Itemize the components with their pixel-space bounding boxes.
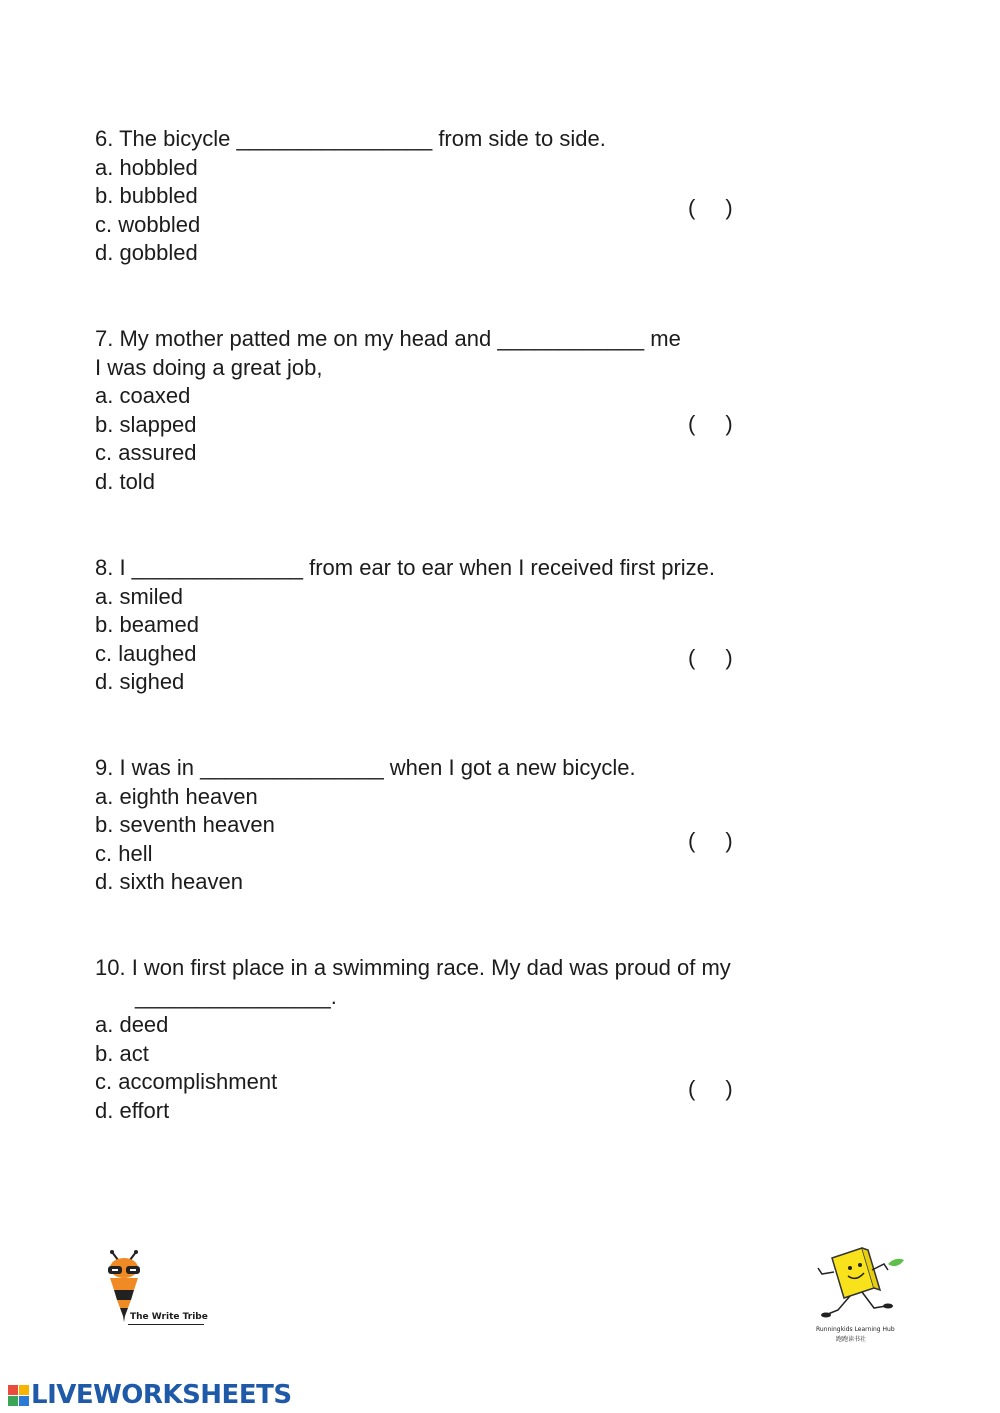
- logo-underline: [128, 1324, 204, 1325]
- write-tribe-logo: [98, 1250, 208, 1330]
- option-b[interactable]: b. act: [95, 1040, 149, 1066]
- liveworksheets-footer: [8, 1380, 292, 1410]
- option-b[interactable]: b. seventh heaven: [95, 812, 275, 838]
- option-c[interactable]: c. accomplishment: [95, 1069, 278, 1095]
- runningkids-logo: [808, 1244, 908, 1344]
- option-c[interactable]: c. assured: [95, 440, 197, 466]
- block-red: [8, 1385, 18, 1395]
- block-yellow: [19, 1385, 29, 1395]
- logo-left-text: The Write Tribe: [130, 1312, 208, 1322]
- paren-close: ): [725, 828, 733, 853]
- option-a[interactable]: a. eighth heaven: [95, 783, 258, 809]
- question-stem-continued: ________________.: [135, 983, 337, 1009]
- option-a[interactable]: a. hobbled: [95, 154, 198, 180]
- option-b[interactable]: b. slapped: [95, 411, 197, 437]
- option-b[interactable]: b. beamed: [95, 612, 199, 638]
- paren-open: (: [688, 411, 696, 436]
- paren-open: (: [688, 645, 696, 670]
- option-b[interactable]: b. bubbled: [95, 183, 198, 209]
- option-d[interactable]: d. gobbled: [95, 240, 198, 266]
- question-stem: 7. My mother patted me on my head and ____________ me: [95, 326, 681, 351]
- paren-close: ): [725, 1076, 733, 1101]
- question-stem: 6. The bicycle ________________ from side to side.: [95, 126, 606, 151]
- option-c[interactable]: c. laughed: [95, 640, 197, 666]
- paren-close: ): [725, 645, 733, 670]
- paren-open: (: [688, 195, 696, 220]
- running-book-icon: [808, 1244, 908, 1326]
- answer-box-10[interactable]: [688, 1076, 733, 1102]
- question-stem: 9. I was in _______________ when I got a new bicycle.: [95, 755, 636, 780]
- block-blue: [19, 1396, 29, 1406]
- answer-box-8[interactable]: [688, 645, 733, 671]
- answer-box-9[interactable]: [688, 828, 733, 854]
- option-c[interactable]: c. hell: [95, 840, 153, 866]
- question-stem: 8. I ______________ from ear to ear when I received first prize.: [95, 555, 716, 580]
- paren-close: ): [725, 411, 733, 436]
- option-a[interactable]: a. smiled: [95, 583, 184, 609]
- paren-open: (: [688, 1076, 696, 1101]
- option-a[interactable]: a. deed: [95, 1012, 169, 1038]
- option-d[interactable]: d. effort: [95, 1097, 170, 1123]
- liveworksheets-wordmark: LIVEWORKSHEETS: [31, 1380, 292, 1410]
- option-a[interactable]: a. coaxed: [95, 383, 191, 409]
- option-c[interactable]: c. wobbled: [95, 211, 201, 237]
- answer-box-7[interactable]: [688, 411, 733, 437]
- liveworksheets-blocks-icon: [8, 1385, 29, 1406]
- answer-box-6[interactable]: [688, 195, 733, 221]
- logo-right-text: Runningkids Learning Hub: [816, 1326, 895, 1333]
- question-stem-continued: I was doing a great job,: [95, 354, 323, 380]
- paren-open: (: [688, 828, 696, 853]
- logo-right-text-cn: 跑跑读书社: [836, 1336, 867, 1343]
- question-8: [95, 554, 815, 697]
- option-d[interactable]: d. sighed: [95, 669, 185, 695]
- option-d[interactable]: d. told: [95, 468, 155, 494]
- paren-close: ): [725, 195, 733, 220]
- block-green: [8, 1396, 18, 1406]
- question-9: [95, 754, 815, 897]
- question-stem: 10. I won first place in a swimming race. My dad was proud of my: [95, 955, 731, 980]
- option-d[interactable]: d. sixth heaven: [95, 869, 243, 895]
